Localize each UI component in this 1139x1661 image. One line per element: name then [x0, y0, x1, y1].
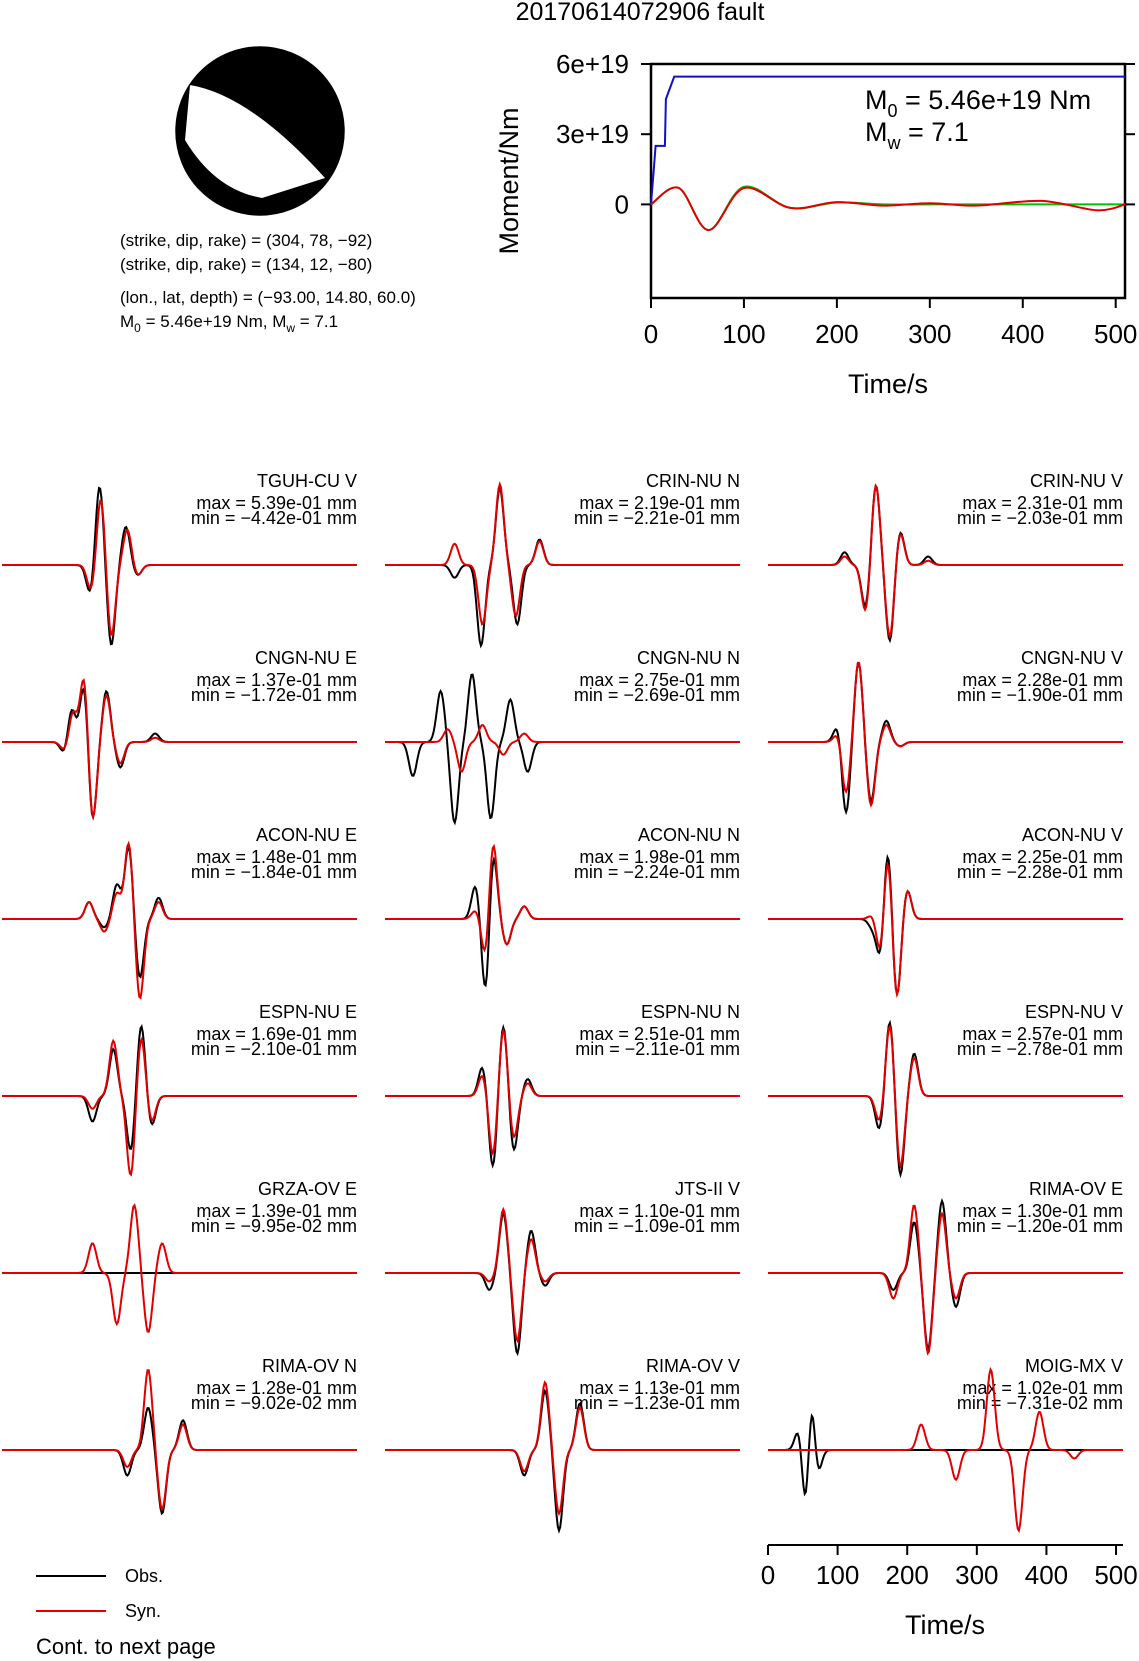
trace-panel [2, 1179, 357, 1332]
moment-ylabel: Moment/Nm [494, 107, 524, 255]
trace-syn [2, 1040, 357, 1175]
waveform-xtick-label: 0 [760, 1560, 776, 1590]
trace-min-label: min = −1.09e-01 mm [573, 1216, 740, 1236]
legend-obs-label: Obs. [125, 1566, 164, 1586]
trace-panel [385, 825, 740, 985]
trace-min-label: min = −2.03e-01 mm [956, 508, 1123, 528]
waveform-xtick-label: 400 [1024, 1560, 1069, 1590]
trace-max-label: max = 1.02e-01 mm [962, 1378, 1123, 1398]
continuation-note: Cont. to next page [36, 1634, 216, 1659]
trace-panel [385, 1002, 740, 1165]
moment-xlabel: Time/s [848, 369, 928, 399]
trace-station-label: ACON-NU V [1021, 825, 1123, 845]
trace-panel [2, 1356, 357, 1513]
waveform-xtick-label: 500 [1094, 1560, 1138, 1590]
trace-max-label: max = 2.28e-01 mm [962, 670, 1123, 690]
trace-station-label: CNGN-NU V [1021, 648, 1123, 668]
trace-syn [768, 865, 1123, 994]
moment-xtick-label: 500 [1094, 319, 1138, 349]
waveform-xtick-label: 100 [815, 1560, 860, 1590]
trace-min-label: min = −2.69e-01 mm [573, 685, 740, 705]
trace-max-label: max = 5.39e-01 mm [196, 493, 357, 513]
trace-station-label: ESPN-NU E [258, 1002, 357, 1022]
moment-xtick-label: 100 [722, 319, 766, 349]
trace-min-label: min = −1.20e-01 mm [956, 1216, 1123, 1236]
trace-station-label: CRIN-NU V [1030, 471, 1123, 491]
moment-xtick-label: 0 [643, 319, 659, 349]
legend [36, 1566, 163, 1621]
trace-panel [385, 648, 740, 823]
figure-title: 20170614072906 fault [515, 0, 765, 26]
trace-station-label: RIMA-OV E [1028, 1179, 1123, 1199]
trace-panel [768, 471, 1123, 640]
trace-station-label: ACON-NU N [638, 825, 740, 845]
trace-min-label: min = −7.31e-02 mm [956, 1393, 1123, 1413]
trace-station-label: CNGN-NU N [637, 648, 740, 668]
trace-max-label: max = 2.31e-01 mm [962, 493, 1123, 513]
waveform-time-axis [761, 1545, 1138, 1590]
trace-min-label: min = −4.42e-01 mm [190, 508, 357, 528]
trace-min-label: min = −1.72e-01 mm [190, 685, 357, 705]
trace-max-label: max = 2.57e-01 mm [962, 1024, 1123, 1044]
waveform-xtick-label: 200 [885, 1560, 929, 1590]
trace-max-label: max = 1.13e-01 mm [579, 1378, 740, 1398]
trace-max-label: max = 1.69e-01 mm [196, 1024, 357, 1044]
trace-obs [2, 689, 357, 817]
trace-min-label: min = −2.28e-01 mm [956, 862, 1123, 882]
trace-max-label: max = 2.19e-01 mm [579, 493, 740, 513]
trace-panel [768, 648, 1123, 812]
source-location: (lon., lat, depth) = (−93.00, 14.80, 60.0) [120, 288, 416, 307]
trace-panel [2, 648, 357, 817]
trace-max-label: max = 2.75e-01 mm [579, 670, 740, 690]
moment-annot-m0: $M_0 = 5.46e+19$ Nm [865, 85, 1092, 121]
moment-ytick-label: 3e+19 [555, 119, 629, 150]
waveform-xlabel: Time/s [905, 1610, 985, 1640]
source-moment: $M_0 = 5.46e+19$ Nm, $M_w = 7.1$ [120, 312, 339, 335]
trace-station-label: RIMA-OV N [261, 1356, 357, 1376]
trace-min-label: min = −2.11e-01 mm [575, 1039, 740, 1059]
moment-ytick-label: 6e+19 [555, 49, 629, 79]
trace-station-label: GRZA-OV E [257, 1179, 357, 1199]
moment-xtick-label: 400 [1001, 319, 1045, 349]
trace-max-label: max = 1.37e-01 mm [196, 670, 357, 690]
trace-max-label: max = 2.25e-01 mm [962, 847, 1123, 867]
trace-panel [768, 825, 1123, 994]
trace-syn [385, 725, 740, 772]
trace-panel [2, 825, 357, 998]
trace-panel [385, 1179, 740, 1353]
trace-max-label: max = 1.48e-01 mm [196, 847, 357, 867]
trace-panel [2, 1002, 357, 1175]
trace-min-label: min = −1.90e-01 mm [956, 685, 1123, 705]
moment-rate-panel [494, 49, 1137, 399]
trace-panel [2, 471, 357, 644]
trace-max-label: max = 1.10e-01 mm [579, 1201, 740, 1221]
nodal-plane-2: (strike, dip, rake) = (134, 12, −80) [120, 255, 373, 274]
trace-min-label: min = −1.84e-01 mm [190, 862, 357, 882]
trace-max-label: max = 1.39e-01 mm [196, 1201, 357, 1221]
trace-min-label: min = −2.24e-01 mm [573, 862, 740, 882]
trace-max-label: max = 2.51e-01 mm [579, 1024, 740, 1044]
trace-panel [768, 1179, 1123, 1353]
trace-max-label: max = 1.98e-01 mm [579, 847, 740, 867]
moment-annot-mw: $M_w = 7.1$ [865, 117, 969, 153]
trace-station-label: TGUH-CU V [257, 471, 357, 491]
waveform-grid [2, 471, 1123, 1531]
trace-station-label: ACON-NU E [255, 825, 357, 845]
moment-xtick-label: 200 [815, 319, 859, 349]
trace-station-label: CNGN-NU E [255, 648, 357, 668]
trace-station-label: CRIN-NU N [646, 471, 740, 491]
moment-series-1 [651, 186, 1125, 230]
trace-panel [385, 1356, 740, 1531]
moment-xtick-label: 300 [908, 319, 952, 349]
trace-panel [385, 471, 740, 646]
trace-obs [2, 1408, 357, 1513]
trace-max-label: max = 1.28e-01 mm [196, 1378, 357, 1398]
moment-ytick-label: 0 [614, 189, 629, 220]
trace-station-label: RIMA-OV V [645, 1356, 740, 1376]
trace-min-label: min = −2.21e-01 mm [573, 508, 740, 528]
trace-station-label: JTS-II V [674, 1179, 740, 1199]
trace-panel [768, 1356, 1123, 1531]
nodal-plane-1: (strike, dip, rake) = (304, 78, −92) [120, 231, 373, 250]
beachball [176, 47, 344, 215]
trace-min-label: min = −9.02e-02 mm [190, 1393, 357, 1413]
trace-station-label: MOIG-MX V [1025, 1356, 1123, 1376]
trace-min-label: min = −1.23e-01 mm [573, 1393, 740, 1413]
trace-min-label: min = −2.78e-01 mm [956, 1039, 1123, 1059]
trace-max-label: max = 1.30e-01 mm [962, 1201, 1123, 1221]
trace-station-label: ESPN-NU N [640, 1002, 740, 1022]
legend-syn-label: Syn. [125, 1601, 162, 1621]
trace-station-label: ESPN-NU V [1024, 1002, 1123, 1022]
moment-series-2 [651, 187, 1125, 230]
trace-panel [768, 1002, 1123, 1175]
waveform-xtick-label: 300 [955, 1560, 999, 1590]
trace-min-label: min = −2.10e-01 mm [190, 1039, 357, 1059]
trace-min-label: min = −9.95e-02 mm [190, 1216, 357, 1236]
